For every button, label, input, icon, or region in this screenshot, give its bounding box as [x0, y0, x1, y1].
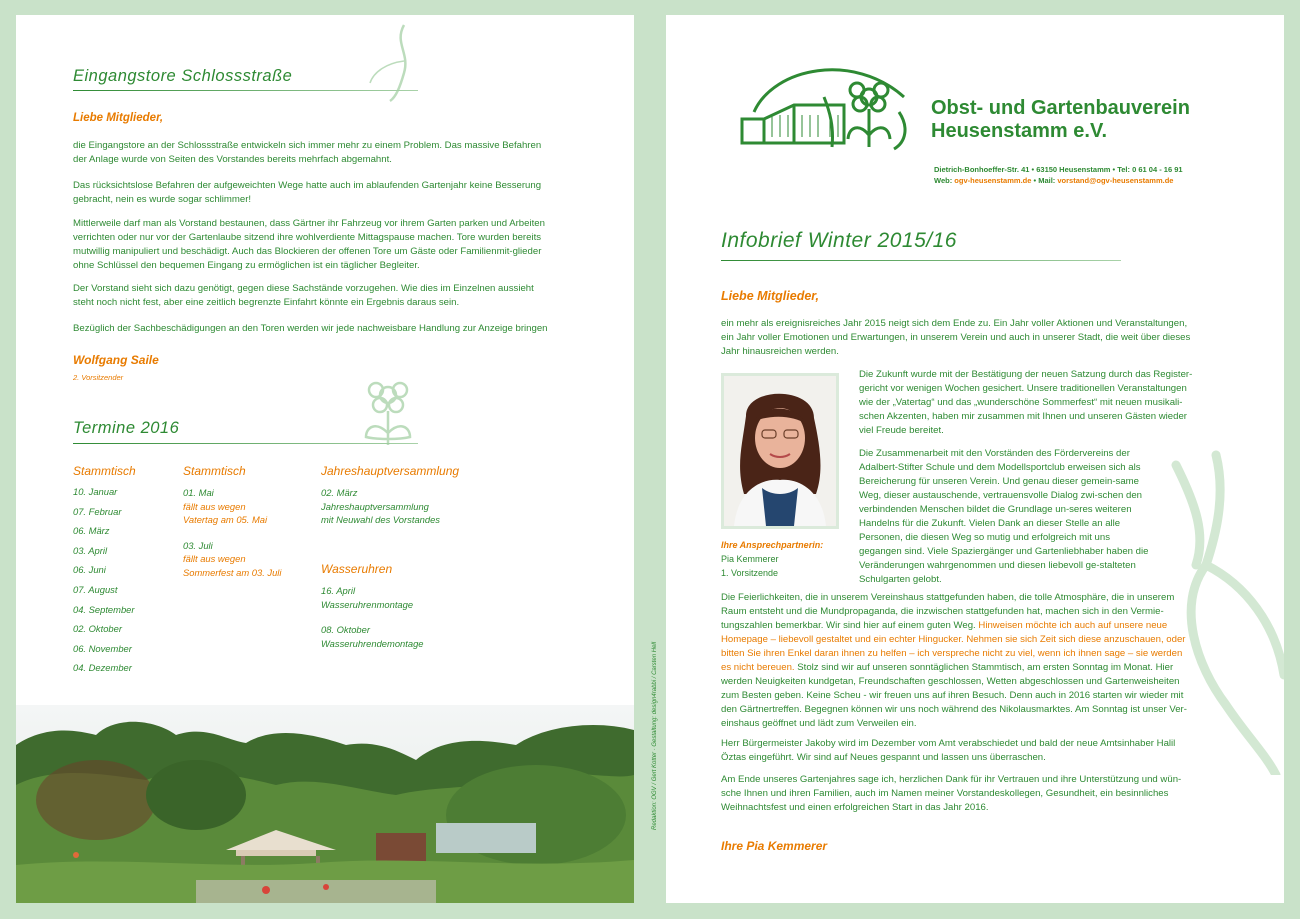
text-line: Wasseruhrenmontage: [321, 598, 414, 610]
portrait-frame: [721, 373, 839, 529]
paragraph: Die Zukunft wurde mit der Bestätigung der neuen Satzung durch das Register-gericht vor wenigen Wochen gesichert. Unsere traditionellen Veranstaltungen wie der „Vatertag“ und das „wunderschöne Sommerfest“ mit neuen musikali-schen Akzenten, haben mir zusammen mit Ihnen und unseren Gästen wieder viel Freude bereitet.: [859, 369, 1193, 436]
note: fällt aus wegen: [183, 553, 246, 564]
date-item: 06. Juni: [73, 564, 106, 576]
newsletter-title: Infobrief Winter 2015/16: [721, 229, 957, 252]
carrot-sketch-icon: [366, 23, 426, 103]
paragraph: [721, 591, 1195, 731]
address: Dietrich-Bonhoeffer-Str. 41 • 63150 Heusenstamm • Tel: 0 61 04 - 16 91: [934, 165, 1183, 174]
intro-paragraph: ein mehr als ereignisreiches Jahr 2015 neigt sich dem Ende zu. Ein Jahr voller Aktionen und Veranstaltungen, ein Jahr voller Emotionen und Erwartungen, in unserem Verein und auch in unserer Stadt, die weit über dieses Jahr hinausreichen werden.: [721, 318, 1191, 357]
date-item: 04. September: [73, 603, 135, 615]
title-rule: [721, 260, 1121, 261]
contact-label: Ihre Ansprechpartnerin:: [721, 540, 824, 550]
stammtisch-exceptions: [183, 486, 281, 579]
garden-photo: [16, 705, 634, 903]
web-link[interactable]: ogv-heusenstamm.de: [954, 176, 1032, 185]
closing-signature: Ihre Pia Kemmerer: [721, 839, 828, 853]
note: Sommerfest am 03. Juli: [183, 566, 282, 578]
contact-line: [934, 176, 1173, 185]
text-line: Jahreshauptversammlung: [321, 500, 429, 512]
text-line: Wasseruhrendemontage: [321, 637, 424, 649]
text-run: Stolz sind wir auf unseren sonntäglichen Stammtisch, am ersten Sonntag im Monat. Hier werden Neuigkeiten kundgetan, Freundschaften geschlossen, Wetten abgeschlossen und Gartenweisheiten zum Besten geben. Keine Scheu - wir freuen uns auf ihren Besuch. Denn auch in 2016 starten wir wieder mit den Gärtnertreffen. Begegnen können wir uns noch während des Nikolausmarktes. Am Sonntag ist unser Ver-einshaus geöffnet und lädt zum Verweilen ein.: [721, 662, 1187, 729]
date-item: 02. März: [321, 487, 358, 498]
org-name-line2: Heusenstamm e.V.: [931, 120, 1108, 142]
contact-person: [721, 539, 823, 580]
spine-credits: Redaktion: OGV / Gert Kotter · Gestaltung: design4rabbi / Carsten Hell: [652, 641, 658, 830]
date-item: 03. April: [73, 544, 108, 556]
note: fällt aus wegen: [183, 500, 246, 512]
date-item: 01. Mai: [183, 487, 214, 498]
flower-sketch-icon: [358, 375, 418, 447]
text-run: Die Feierlichkeiten, die in unserem Vereinshaus stattgefunden haben, die tolle Atmosphäre, die in unserem Raum entsteht und die Mundpropaganda, die inzwischen stattgefunden hat, machen sich in den Vermie-tungszahlen bemerkbar. Wir sind hier auf einem guten Weg.: [721, 592, 1175, 631]
greeting: Liebe Mitglieder,: [73, 112, 164, 124]
mail-link[interactable]: vorstand@ogv-heusenstamm.de: [1057, 176, 1174, 185]
ogv-logo: [734, 57, 924, 153]
portrait-photo: [724, 376, 836, 526]
paragraph: Am Ende unseres Gartenjahres sage ich, herzlichen Dank für ihr Vertrauen und ihre Unterstützung und wün-sche Ihnen und ihren Familien, auch im Namen meiner Vorstandeskollegen, Gesundheit, ein besinnliches Weihnachtsfest und einen erfolgreichen Start in das Jahr 2016.: [721, 774, 1182, 813]
paragraph: Bezüglich der Sachbeschädigungen an den Toren werden wir jede nachweisbare Handlung zur Anzeige bringen: [73, 323, 548, 334]
date-item: 07. August: [73, 583, 118, 595]
mail-label: • Mail:: [1033, 176, 1056, 185]
title-rule: [73, 443, 418, 444]
text-line: mit Neuwahl des Vorstandes: [321, 514, 440, 525]
left-page: [16, 15, 634, 903]
signature-name: Wolfgang Saile: [73, 353, 159, 367]
section-title-eingangstore: Eingangstore Schlossstraße: [73, 67, 293, 85]
paragraph: Die Zusammenarbeit mit den Vorständen des Fördervereins der Adalbert-Stifter Schule und dem Modellsportclub erweisen sich als Bereicherung für unseren Verein. Und genau dieser gemein-same Weg, dieser austauschende, vertrauensvolle Dialog zwi-schen den verbindenden Menschen bildet die Grundlage un-seres weiteren Handelns für die Zukunft. Vielen Dank an dieser Stelle an alle Personen, die diesen Weg so mutig und erfolgreich mit uns gegangen sind. Viele Spaziergänger und Gartenliebhaber haben die Veränderungen wahrgenommen und diesen liebevoll ge-stalteten Schulgarten gelobt.: [859, 448, 1149, 585]
col-heading-stammtisch-2: Stammtisch: [183, 464, 246, 478]
date-item: 03. Juli: [183, 539, 213, 551]
org-name: [931, 97, 1190, 143]
paragraph: Herr Bürgermeister Jakoby wird im Dezember vom Amt verabschiedet und bald der neue Amtsinhaber Halil Öztas eingeführt. Wir sind auf Neues gespannt und lassen uns überraschen.: [721, 738, 1176, 763]
date-item: 10. Januar: [73, 486, 118, 497]
paragraph: Der Vorstand sieht sich dazu genötigt, gegen diese Sachstände vorzugehen. Wie dies im Einzelnen aussieht steht noch nicht fest, aber eine zeitlich begrenzte Einfahrt könnte ein Ergebnis daraus sein.: [73, 283, 534, 308]
greeting: Liebe Mitglieder,: [721, 289, 819, 303]
spine: [652, 641, 662, 840]
contact-role: 1. Vorsitzende: [721, 567, 779, 578]
paragraph: die Eingangstore an der Schlossstraße entwickeln sich immer mehr zu einem Problem. Das massive Befahren der Anlage wurde von Seiten des Vorstandes bereits mehrfach abgemahnt.: [73, 140, 542, 165]
wasseruhren-details: [321, 584, 424, 650]
stammtisch-dates: [73, 486, 135, 682]
col-heading-wasseruhren: Wasseruhren: [321, 562, 393, 576]
col-heading-stammtisch: Stammtisch: [73, 464, 136, 478]
date-item: 06. März: [73, 525, 110, 537]
date-item: 07. Februar: [73, 505, 122, 517]
right-page: [666, 15, 1284, 903]
col-heading-jhv: Jahreshauptversammlung: [321, 464, 460, 478]
title-rule: [73, 90, 418, 91]
paragraph: Mittlerweile darf man als Vorstand bestaunen, dass Gärtner ihr Fahrzeug vor ihrem Garten parken und Arbeiten verrichten oder nur vor der Gartenlaube sitzend ihre wohlverdiente Mittagspause machen. Tore wurden bereits mutwillig manipuliert und beschädigt. Auch das Blockieren der offenen Tore um Gäste oder Familienmit-glieder ohne Schlüssel den bequemen Eingang zu ermöglichen ist ein täglicher Begleiter.: [73, 218, 545, 271]
jhv-details: [321, 486, 440, 527]
date-item: 04. Dezember: [73, 662, 132, 674]
date-item: 08. Oktober: [321, 624, 370, 635]
org-name-line1: Obst- und Gartenbauverein: [931, 97, 1190, 119]
date-item: 16. April: [321, 585, 356, 596]
signature-role: 2. Vorsitzender: [73, 373, 124, 382]
web-label: Web:: [934, 176, 953, 185]
section-title-termine: Termine 2016: [73, 419, 180, 437]
contact-name: Pia Kemmerer: [721, 553, 779, 564]
paragraph: Das rücksichtslose Befahren der aufgeweichten Wege hatte auch im ablaufenden Gartenjahr keine Besserung gebracht, nein es wurde sogar schlimmer!: [73, 180, 542, 205]
homepage-highlight: Hinweisen möchte ich auch auf unsere neue Homepage – liebevoll gestaltet und ein echter Hingucker. Nehmen sie sich Zeit sich diese anzuschauen, oder bitten Sie ihren Enkel daran ihnen zu helfen – ich verspreche nicht zu viel, wenn ich ihnen sage – sie werden es nicht bereuen.: [721, 620, 1186, 673]
note: Vatertag am 05. Mai: [183, 514, 268, 525]
date-item: 06. November: [73, 642, 132, 654]
date-item: 02. Oktober: [73, 623, 122, 635]
